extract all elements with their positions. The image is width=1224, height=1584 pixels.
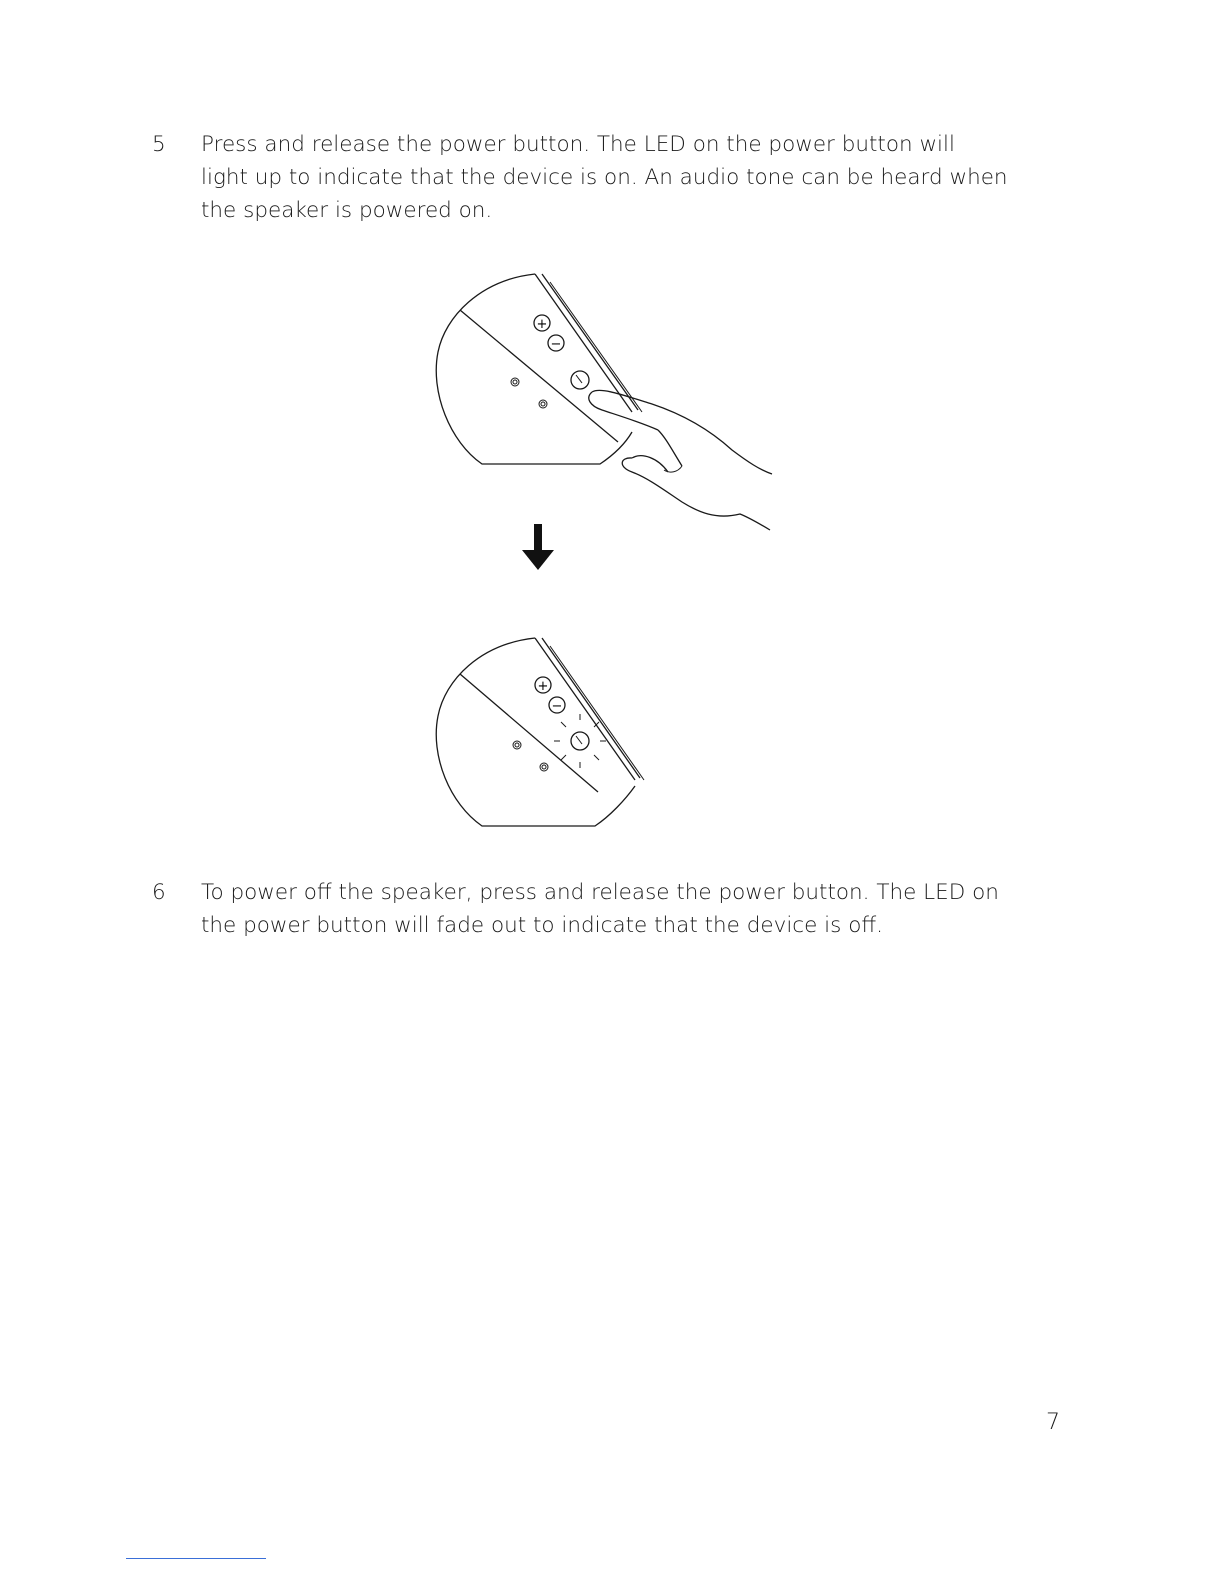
- svg-text:−: −: [550, 337, 562, 352]
- volume-down-icon: [548, 335, 564, 352]
- step-text-line: Press and release the power button. The LED on the power button will: [201, 132, 955, 157]
- page-number: 7: [1046, 1410, 1060, 1435]
- step-number: 6: [152, 880, 166, 905]
- port-icon: [511, 378, 547, 408]
- volume-up-icon: [535, 677, 551, 694]
- step-text: [201, 876, 1031, 942]
- footnote-divider: [126, 1558, 266, 1559]
- svg-text:+: +: [536, 317, 548, 332]
- step-text-line: To power off the speaker, press and release the power button. The LED on: [201, 880, 999, 905]
- power-icon: [571, 371, 589, 389]
- svg-text:−: −: [551, 699, 563, 714]
- svg-text:+: +: [537, 679, 549, 694]
- step-text-line: the power button will fade out to indicate that the device is off.: [201, 913, 883, 938]
- volume-down-icon: [549, 697, 565, 714]
- step-text-line: light up to indicate that the device is on. An audio tone can be heard when: [201, 165, 1008, 190]
- step-number: 5: [152, 132, 166, 157]
- volume-up-icon: [534, 315, 550, 332]
- speaker-led-on-illustration: [420, 628, 660, 834]
- power-led-on-icon: [554, 714, 606, 768]
- step-text: [201, 128, 1031, 227]
- finger-pressing-icon: [589, 390, 772, 530]
- speaker-press-illustration: [420, 262, 800, 542]
- down-arrow-icon: [520, 522, 556, 572]
- step-text-line: the speaker is powered on.: [201, 198, 493, 223]
